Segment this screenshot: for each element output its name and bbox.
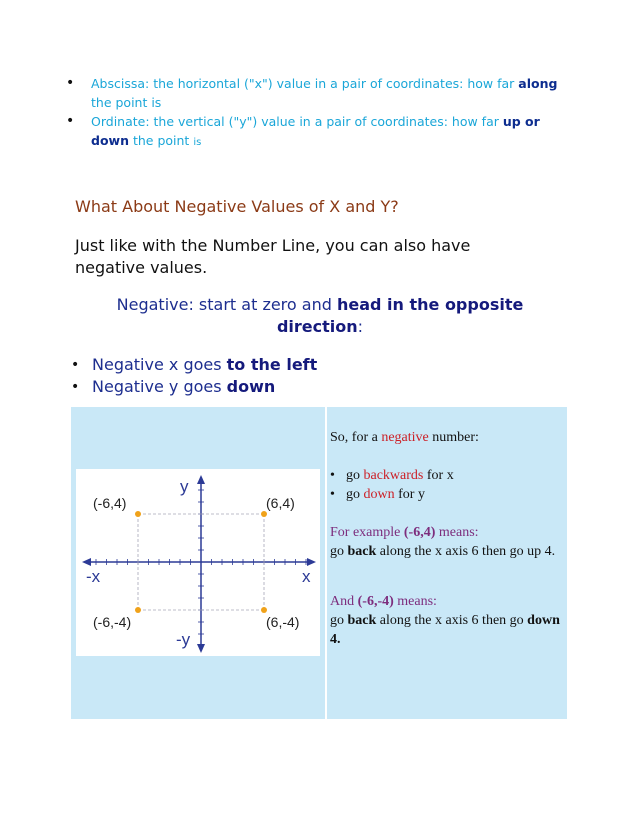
point-label: (-6,-4): [93, 614, 132, 630]
list-item: • go backwards for x: [330, 466, 565, 485]
table-divider: [325, 407, 327, 719]
abscissa-definition: • Abscissa: the horizontal ("x") value in a pair of coordinates: how far along the point is: [66, 74, 566, 112]
intro-line: So, for a negative number:: [330, 430, 479, 445]
negative-definition: Negative: start at zero and head in the opposite direction:: [116, 295, 524, 336]
y-axis-label: y: [180, 477, 189, 496]
example2-heading: And (-6,-4) means:: [330, 594, 437, 609]
point-label: (6,4): [266, 495, 295, 511]
point-label: (6,-4): [266, 614, 300, 630]
point-marker: [135, 607, 141, 613]
x-axis-label: x: [302, 567, 311, 586]
point-marker: [135, 511, 141, 517]
y-arrow-up: [197, 475, 205, 484]
section-heading: What About Negative Values of X and Y?: [75, 197, 399, 216]
example1-heading: For example (-6,4) means:: [330, 525, 479, 540]
example1-text: go back along the x axis 6 then go up 4.: [330, 544, 556, 559]
point-marker: [261, 511, 267, 517]
direction-list: [330, 466, 565, 504]
explanation-column: [330, 428, 565, 649]
point-marker: [261, 607, 267, 613]
intro-text: Just like with the Number Line, you can also have negative values.: [75, 236, 471, 277]
graph-svg: [76, 469, 320, 656]
x-arrow-right: [307, 558, 316, 566]
list-item: • Negative y goes down: [75, 376, 317, 398]
point-label: (-6,4): [93, 495, 127, 511]
negative-bullets: [75, 354, 317, 398]
neg-y-axis-label: -y: [176, 630, 191, 649]
definitions-list: [66, 74, 566, 152]
list-item: • Negative x goes to the left: [75, 354, 317, 376]
list-item: • go down for y: [330, 485, 565, 504]
example2-text: go back along the x axis 6 then go down 4.: [330, 613, 560, 647]
y-arrow-down: [197, 644, 205, 653]
coordinate-graph: [76, 469, 320, 656]
neg-x-axis-label: -x: [86, 567, 101, 586]
x-arrow-left: [82, 558, 91, 566]
ordinate-definition: • Ordinate: the vertical ("y") value in a pair of coordinates: how far up or down the point is: [66, 112, 566, 152]
